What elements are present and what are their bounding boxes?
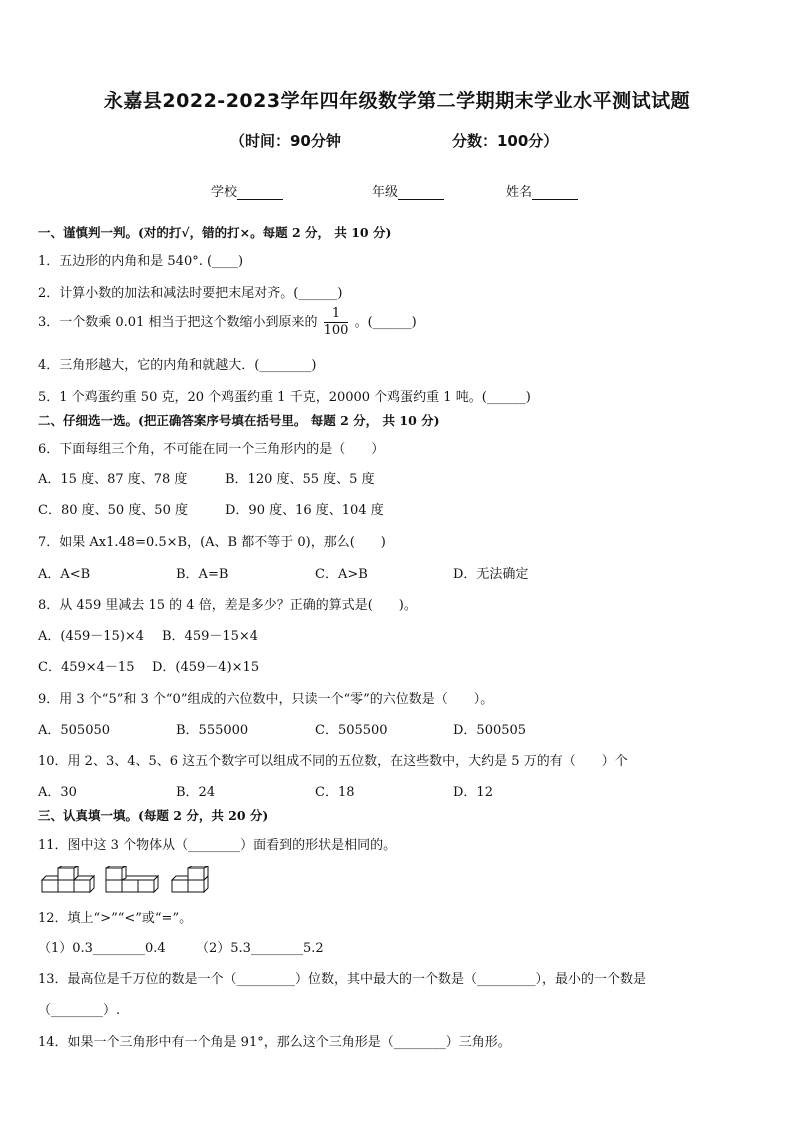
fraction-1-100 [324,306,349,339]
question-13: 13．最高位是千万位的数是一个（_________）位数，其中最大的一个数是（_________），最小的一个数是 [38,972,647,987]
grade-field [372,181,444,200]
q9-option-d: D．500505 [453,723,527,738]
q6-option-b: B．120 度、55 度、5 度 [225,472,375,487]
q8-option-d: D．(459－4)×15 [152,660,260,675]
q10-option-a: A．30 [38,785,77,800]
exam-title: 永嘉县2022-2023学年四年级数学第二学期期末学业水平测试试题 [103,90,691,112]
section1-heading: 一、谨慎判一判。(对的打√，错的打×。每题 2 分， 共 10 分) [38,225,392,240]
question-3-text: 3．一个数乘 0.01 相当于把这个数缩小到原来的 [38,315,318,330]
question-3-blank: 。(______) [354,315,417,330]
fraction-numerator: 1 [324,306,349,323]
question-8: 8．从 459 里减去 15 的 4 倍，差是多少？正确的算式是( )。 [38,598,417,613]
q6-option-d: D．90 度、16 度、104 度 [225,503,384,518]
question-4: 4．三角形越大，它的内角和就越大．(________) [38,358,317,373]
cube-objects-figure [40,866,210,896]
q8-option-b: B．459－15×4 [162,629,259,644]
fraction-denominator: 100 [323,323,349,338]
q7-option-d: D．无法确定 [453,567,529,582]
school-label: 学校 [211,185,238,200]
question-3 [38,306,417,339]
question-10: 10．用 2、3、4、5、6 这五个数字可以组成不同的五位数，在这些数中，大约是 5 万的有（ ）个 [38,754,628,769]
q8-option-a: A．(459－15)×4 [38,629,145,644]
cube-object-1 [42,866,94,892]
q9-option-b: B．555000 [176,723,249,738]
question-2: 2．计算小数的加法和减法时要把末尾对齐。(______) [38,286,343,301]
q7-option-c: C．A>B [315,567,368,582]
question-1: 1．五边形的内角和是 540°. (____) [38,254,244,269]
q9-option-a: A．505050 [38,723,111,738]
question-5: 5．1 个鸡蛋约重 50 克，20 个鸡蛋约重 1 千克，20000 个鸡蛋约重 1 吨。(______) [38,390,531,405]
question-14: 14．如果一个三角形中有一个角是 91°，那么这个三角形是（________）三角形。 [38,1035,511,1050]
q10-option-b: B．24 [176,785,216,800]
q12-part-2: （2）5.3________5.2 [196,941,324,956]
question-9: 9．用 3 个“5”和 3 个“0”组成的六位数中，只读一个“零”的六位数是（ ）。 [38,692,494,707]
q10-option-d: D．12 [453,785,493,800]
question-11: 11．图中这 3 个物体从（________）面看到的形状是相同的。 [38,838,397,853]
section3-heading: 三、认真填一填。(每题 2 分，共 20 分) [38,808,269,823]
q10-option-c: C．18 [315,785,355,800]
q12-part-1: （1）0.3________0.4 [38,941,166,956]
cube-object-3 [172,866,208,892]
q7-option-b: B．A=B [176,567,229,582]
q6-option-a: A．15 度、87 度、78 度 [38,472,188,487]
name-label: 姓名 [506,185,533,200]
name-blank[interactable] [532,186,578,200]
name-field [506,181,578,200]
grade-blank[interactable] [398,186,444,200]
q9-option-c: C．505500 [315,723,388,738]
question-13-continued: （________）. [38,1003,121,1018]
question-7: 7．如果 Ax1.48=0.5×B，(A、B 都不等于 0)，那么( ) [38,535,386,550]
exam-time: （时间：90分钟 [230,132,341,150]
school-blank[interactable] [237,186,283,200]
school-field [211,181,283,200]
section2-heading: 二、仔细选一选。(把正确答案序号填在括号里。 每题 2 分， 共 10 分) [38,413,440,428]
grade-label: 年级 [372,185,399,200]
exam-score: 分数：100分） [452,132,559,150]
q7-option-a: A．A<B [38,567,91,582]
question-6: 6．下面每组三个角，不可能在同一个三角形内的是（ ） [38,442,385,457]
cube-object-2 [106,866,158,892]
q8-option-c: C．459×4－15 [38,660,135,675]
q6-option-c: C．80 度、50 度、50 度 [38,503,188,518]
question-12: 12．填上“>”“<”或“=”。 [38,911,193,926]
